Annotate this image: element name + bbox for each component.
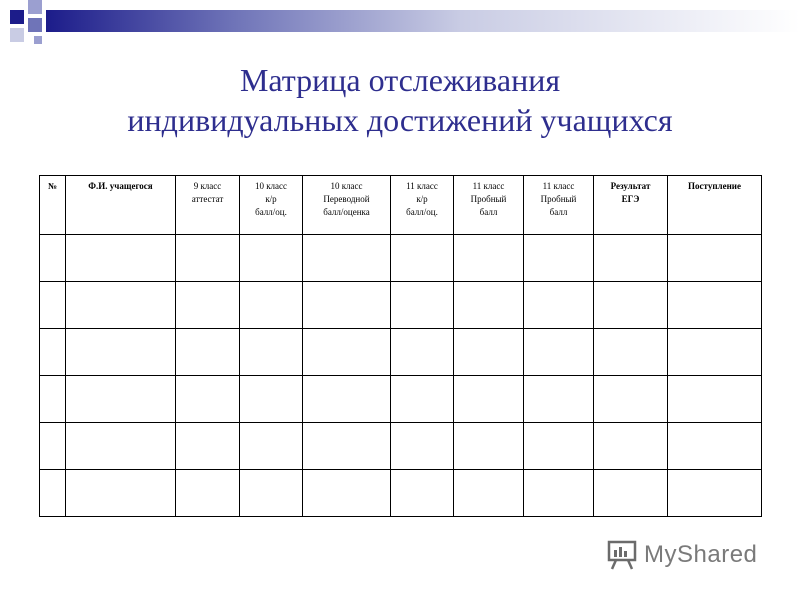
table-cell[interactable] — [40, 282, 66, 329]
table-cell[interactable] — [454, 423, 524, 470]
table-row — [40, 376, 762, 423]
table-cell[interactable] — [524, 329, 594, 376]
column-header-admission: Поступление — [668, 176, 762, 235]
table-cell[interactable] — [240, 376, 303, 423]
column-header-grade10-test: 10 класс к/р балл/оц. — [240, 176, 303, 235]
table-cell[interactable] — [303, 423, 391, 470]
table-cell[interactable] — [524, 423, 594, 470]
table-row — [40, 329, 762, 376]
decor-square — [34, 36, 42, 44]
table-cell[interactable] — [40, 470, 66, 517]
table-cell[interactable] — [176, 235, 240, 282]
table-cell[interactable] — [668, 329, 762, 376]
table-cell[interactable] — [40, 376, 66, 423]
column-header-grade9: 9 класс аттестат — [176, 176, 240, 235]
table-cell[interactable] — [240, 470, 303, 517]
table-cell[interactable] — [524, 376, 594, 423]
table-cell[interactable] — [176, 423, 240, 470]
column-header-grade11-trial-1: 11 класс Пробный балл — [454, 176, 524, 235]
decor-square — [10, 28, 24, 42]
table-cell[interactable] — [391, 376, 454, 423]
header-gradient-stripe — [46, 10, 800, 32]
table-cell[interactable] — [524, 470, 594, 517]
table-cell[interactable] — [66, 329, 176, 376]
table-cell[interactable] — [303, 329, 391, 376]
table-cell[interactable] — [66, 423, 176, 470]
table-row — [40, 282, 762, 329]
table-row — [40, 423, 762, 470]
table-cell[interactable] — [66, 376, 176, 423]
table-row — [40, 235, 762, 282]
table-cell[interactable] — [40, 329, 66, 376]
table-cell[interactable] — [303, 470, 391, 517]
table-cell[interactable] — [391, 423, 454, 470]
table-cell[interactable] — [240, 329, 303, 376]
table-cell[interactable] — [391, 470, 454, 517]
table-cell[interactable] — [66, 235, 176, 282]
table-header-row — [40, 176, 762, 235]
table-cell[interactable] — [391, 235, 454, 282]
table-cell[interactable] — [40, 423, 66, 470]
decor-square — [28, 18, 42, 32]
slide-title-line-2: индивидуальных достижений учащихся — [127, 102, 673, 138]
myshared-watermark — [606, 537, 776, 573]
table-cell[interactable] — [668, 282, 762, 329]
column-header-grade11-trial-2: 11 класс Пробный балл — [524, 176, 594, 235]
table-cell[interactable] — [524, 235, 594, 282]
table-cell[interactable] — [594, 235, 668, 282]
table-cell[interactable] — [668, 235, 762, 282]
table-cell[interactable] — [176, 470, 240, 517]
decor-square — [10, 10, 24, 24]
table-cell[interactable] — [594, 282, 668, 329]
table-cell[interactable] — [391, 329, 454, 376]
table-cell[interactable] — [454, 376, 524, 423]
table-cell[interactable] — [391, 282, 454, 329]
table-row — [40, 470, 762, 517]
table-cell[interactable] — [454, 282, 524, 329]
table-cell[interactable] — [454, 235, 524, 282]
table-cell[interactable] — [303, 376, 391, 423]
table-cell[interactable] — [240, 235, 303, 282]
slide-title-line-1: Матрица отслеживания — [239, 62, 561, 98]
table-cell[interactable] — [668, 376, 762, 423]
decor-square — [28, 0, 42, 14]
table-cell[interactable] — [40, 235, 66, 282]
column-header-grade11-test: 11 класс к/р балл/оц. — [391, 176, 454, 235]
table-cell[interactable] — [454, 470, 524, 517]
slide-title — [0, 60, 800, 140]
table-cell[interactable] — [240, 282, 303, 329]
column-header-student-name: Ф.И. учащегося — [66, 176, 176, 235]
column-header-grade10-transfer: 10 класс Переводной балл/оценка — [303, 176, 391, 235]
table-cell[interactable] — [176, 282, 240, 329]
table-cell[interactable] — [454, 329, 524, 376]
table-cell[interactable] — [66, 282, 176, 329]
table-cell[interactable] — [176, 376, 240, 423]
table-body — [40, 235, 762, 517]
table-cell[interactable] — [594, 376, 668, 423]
table-cell[interactable] — [66, 470, 176, 517]
decorative-header-bar — [0, 0, 800, 40]
column-header-number: № — [40, 176, 66, 235]
table-cell[interactable] — [524, 282, 594, 329]
table-cell[interactable] — [594, 470, 668, 517]
column-header-ege-result: Результат ЕГЭ — [594, 176, 668, 235]
table-cell[interactable] — [240, 423, 303, 470]
table-cell[interactable] — [668, 470, 762, 517]
achievement-matrix-table — [39, 175, 762, 517]
table-cell[interactable] — [668, 423, 762, 470]
table-cell[interactable] — [303, 282, 391, 329]
table-cell[interactable] — [594, 329, 668, 376]
presentation-board-icon — [606, 537, 640, 571]
table-cell[interactable] — [176, 329, 240, 376]
watermark-text: MyShared — [644, 541, 758, 568]
table-cell[interactable] — [594, 423, 668, 470]
table-cell[interactable] — [303, 235, 391, 282]
